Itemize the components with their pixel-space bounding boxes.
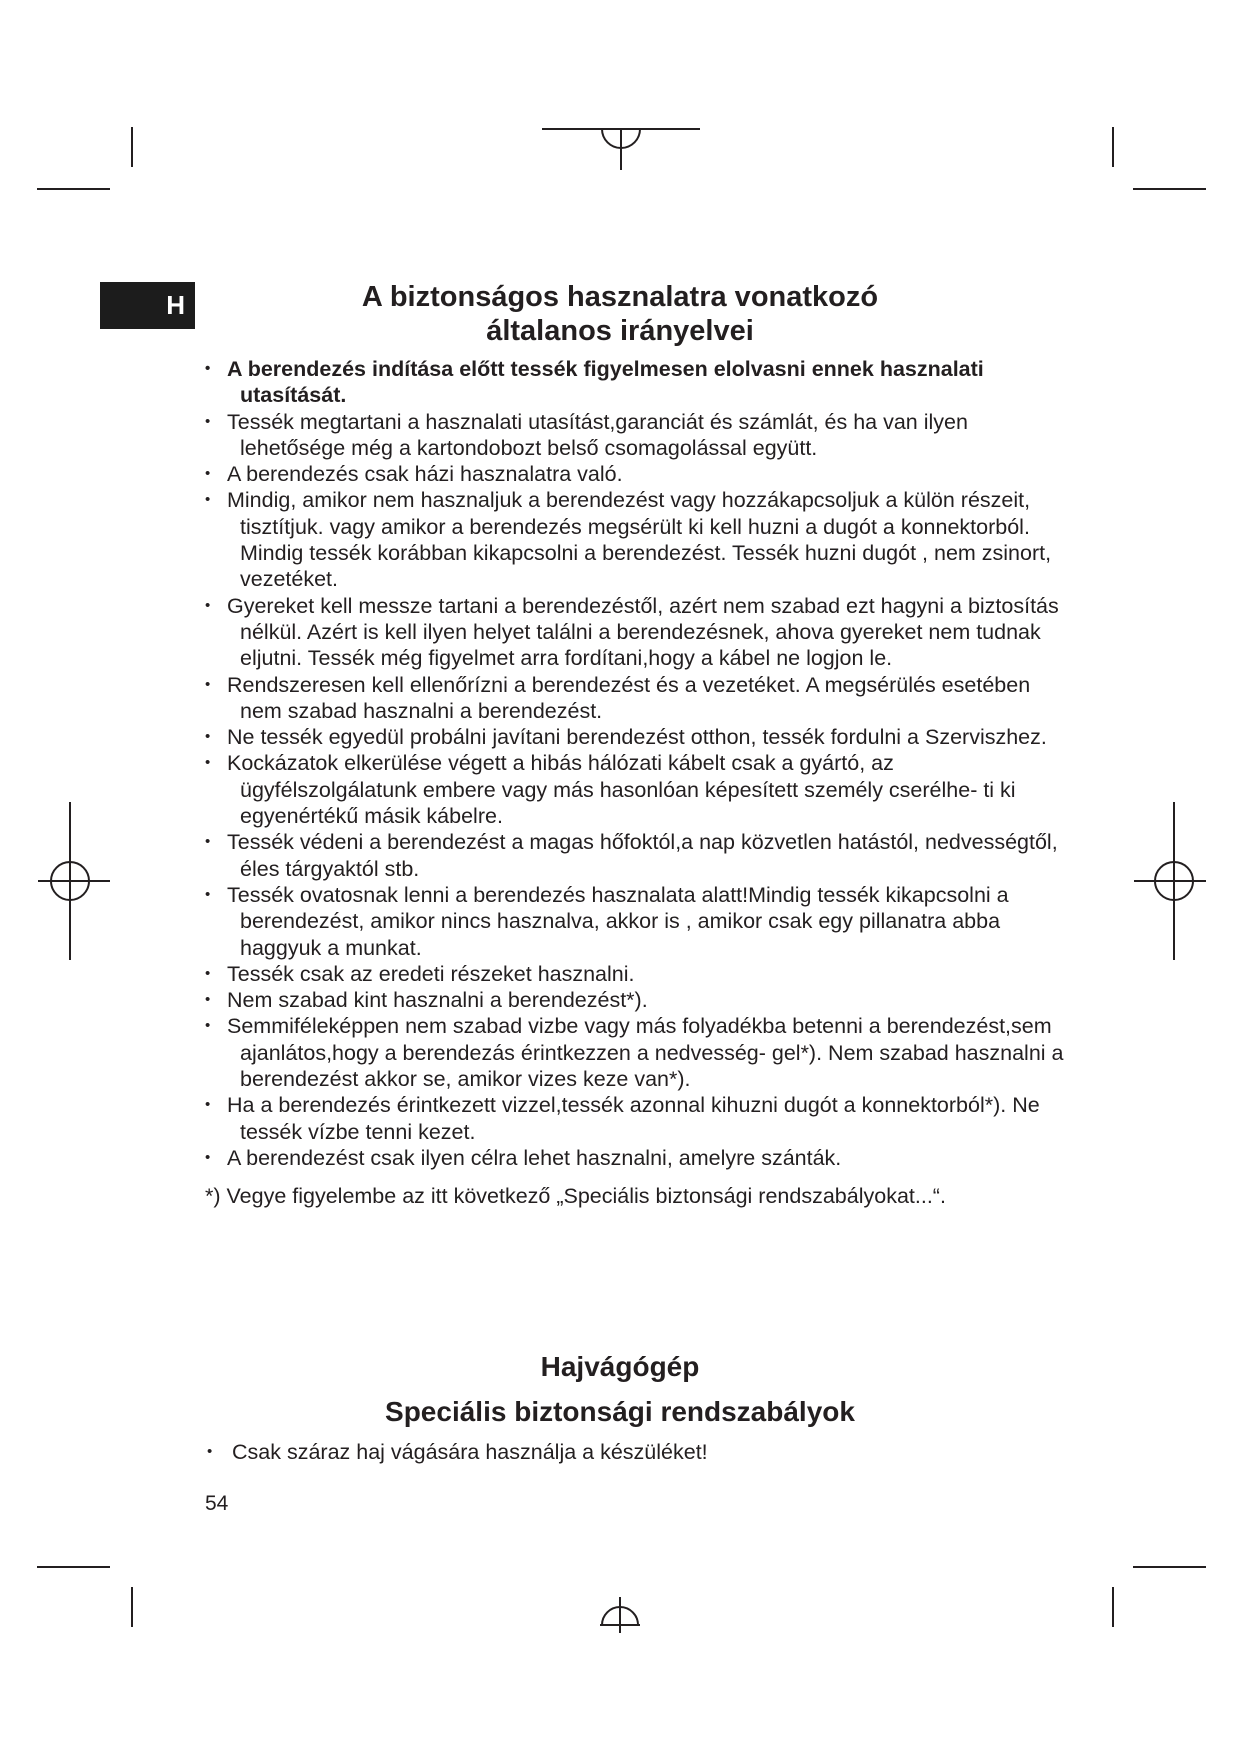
safety-guidelines bbox=[205, 356, 1065, 1231]
list-item: • Tessék csak az eredeti részeket hasznalni. bbox=[205, 961, 1065, 987]
crop-mark-bottom-left-h bbox=[37, 1566, 110, 1568]
crop-mark-top-left-v bbox=[131, 127, 133, 167]
list-item: • A berendezés indítása előtt tessék figyelmesen elolvasni ennek hasznalati utasítását. bbox=[205, 356, 1065, 409]
list-item: • Semmiféleképpen nem szabad vizbe vagy más folyadékba betenni a berendezést,sem ajanlátos,hogy a berendezás érintkezzen a nedvesség- gel*). Nem szabad hasznalni a berendezést akkor se, amikor vizes keze van*). bbox=[205, 1013, 1065, 1092]
registration-mark-right-icon bbox=[1132, 800, 1208, 962]
language-tab-label: H bbox=[166, 290, 185, 320]
page-title bbox=[190, 280, 1050, 348]
list-item: • Tessék megtartani a hasznalati utasítást,garanciát és számlát, és ha van ilyen lehetősége még a kartondobozt belső csomagolással együtt. bbox=[205, 409, 1065, 462]
crop-mark-top-right-h bbox=[1133, 188, 1206, 190]
section-subtitle: Speciális biztonsági rendszabályok bbox=[385, 1396, 855, 1427]
crop-mark-top-right-v bbox=[1112, 127, 1114, 167]
list-item: • Kockázatok elkerülése végett a hibás hálózati kábelt csak a gyártó, az ügyfélszolgálatunk embere vagy más hasonlóan képesített személy cserélhe- ti ki egyenértékű másik kábelre. bbox=[205, 750, 1065, 829]
list-item: • Rendszeresen kell ellenőrízni a berendezést és a vezetéket. A megsérülés esetében nem szabad hasznalni a berendezést. bbox=[205, 672, 1065, 725]
registration-mark-top-icon bbox=[540, 118, 702, 173]
page-title-line-2: általanos irányelvei bbox=[486, 315, 754, 347]
list-item: • A berendezést csak ilyen célra lehet hasznalni, amelyre szánták. bbox=[205, 1145, 1065, 1171]
registration-mark-left-icon bbox=[36, 800, 112, 962]
footnote: *) Vegye figyelembe az itt következő „Speciális biztonsági rendszabályokat...“. bbox=[205, 1184, 946, 1209]
page-number: 54 bbox=[205, 1492, 229, 1515]
list-item: • Ne tessék egyedül probálni javítani berendezést otthon, tessék fordulni a Szerviszhez. bbox=[205, 724, 1065, 750]
list-item: • Tessék ovatosnak lenni a berendezés hasznalata alatt!Mindig tessék kikapcsolni a berendezést, amikor nincs hasznalva, akkor is , amikor csak egy pillanatra abba haggyuk a munkat. bbox=[205, 882, 1065, 961]
crop-mark-bottom-right-h bbox=[1133, 1566, 1206, 1568]
crop-mark-top-left-h bbox=[37, 188, 110, 190]
list-item: • Nem szabad kint hasznalni a berendezést*). bbox=[205, 987, 1065, 1013]
crop-mark-bottom-right-v bbox=[1112, 1587, 1114, 1627]
list-item: • Gyereket kell messze tartani a berendezéstől, azért nem szabad ezt hagyni a biztosítás nélkül. Azért is kell ilyen helyet találni a berendezésnek, ahova gyereket nem tudnak eljutni. Tessék még figyelmet arra fordítani,hogy a kábel ne logjon le. bbox=[205, 593, 1065, 672]
special-rules-list bbox=[205, 1440, 1065, 1465]
list-item: • Tessék védeni a berendezést a magas hőfoktól,a nap közvetlen hatástól, nedvességtől, éles tárgyaktól stb. bbox=[205, 829, 1065, 882]
list-item: • Ha a berendezés érintkezett vizzel,tessék azonnal kihuzni dugót a konnektorból*). Ne tessék vízbe tenni kezet. bbox=[205, 1092, 1065, 1145]
language-tab bbox=[100, 282, 195, 329]
safety-bullet-list bbox=[205, 356, 1065, 1171]
list-item: • Csak száraz haj vágására használja a készüléket! bbox=[205, 1440, 1065, 1465]
crop-mark-bottom-left-v bbox=[131, 1587, 133, 1627]
list-item: • A berendezés csak házi hasznalatra való. bbox=[205, 461, 1065, 487]
list-item: • Mindig, amikor nem hasznaljuk a berendezést vagy hozzákapcsoljuk a külön részeit, tisztítjuk. vagy amikor a berendezés megsérült ki kell huzni a dugót a konnektorból. Mindig tessék korábban kikapcsolni a berendezést. Tessék huzni dugót , nem zsinort, vezetéket. bbox=[205, 487, 1065, 592]
page-title-line-1: A biztonságos hasznalatra vonatkozó bbox=[361, 281, 879, 313]
registration-mark-bottom-icon bbox=[580, 1595, 660, 1635]
section-title: Hajvágógép bbox=[540, 1351, 700, 1382]
